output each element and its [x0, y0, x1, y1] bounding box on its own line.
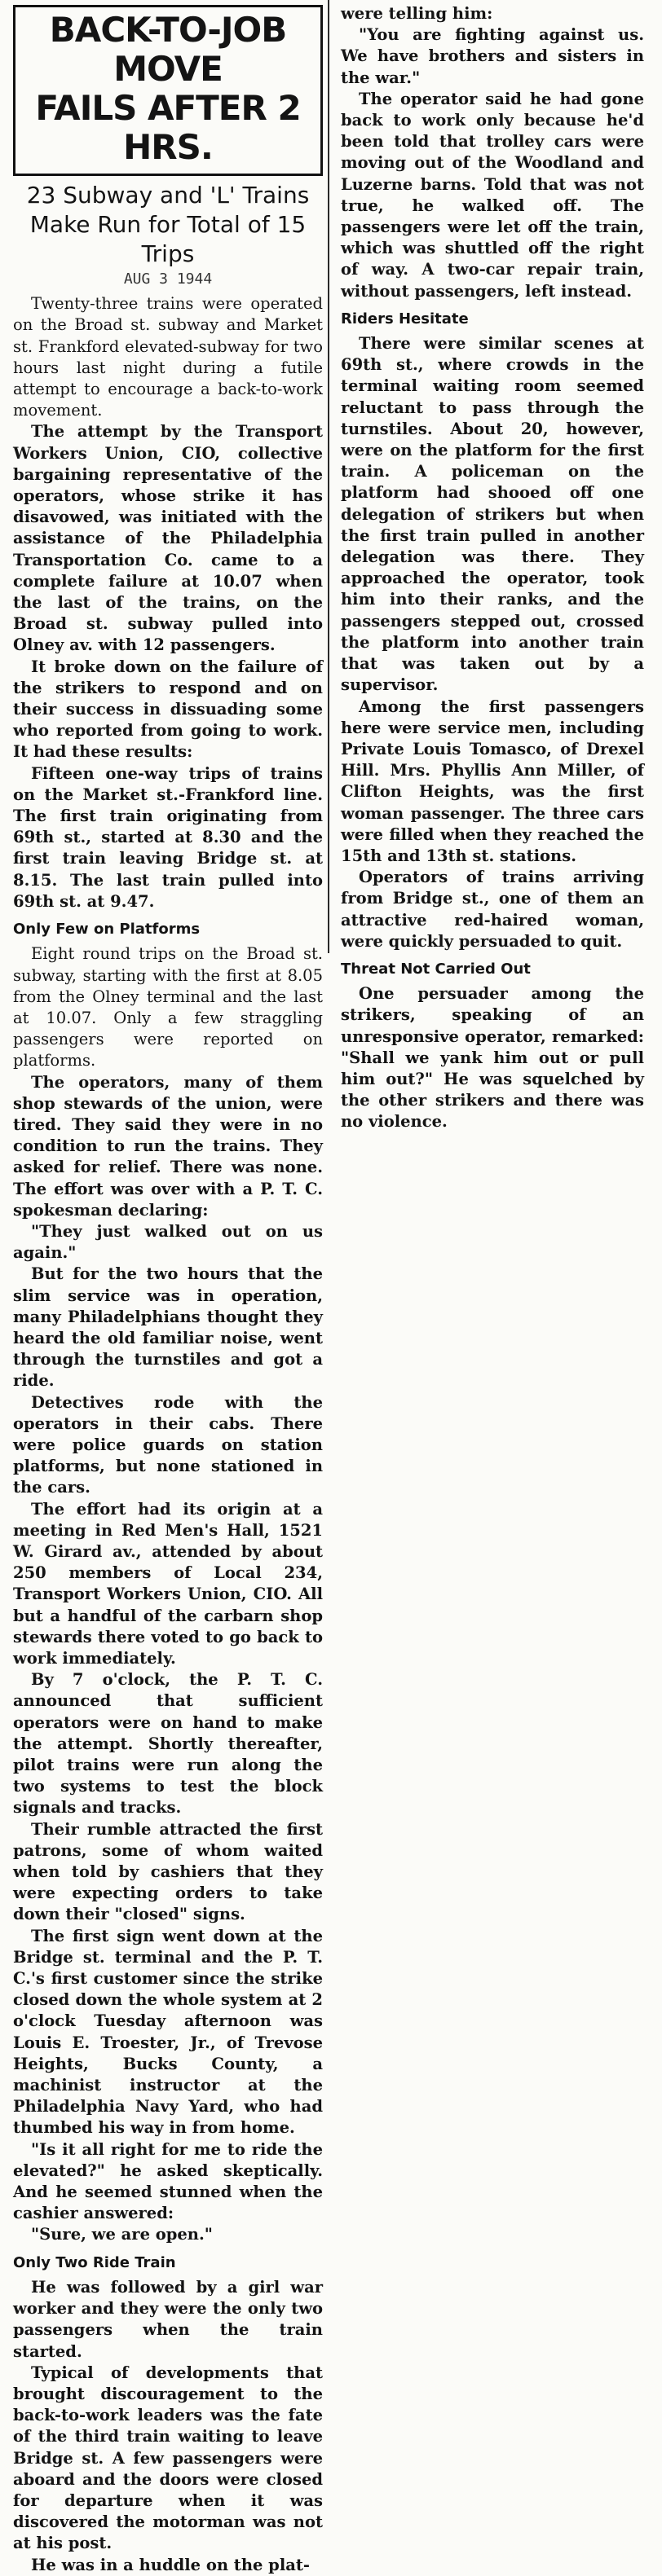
paragraph: It broke down on the failure of the strikers to respond and on their success in dissuading some who reported from going to work. It had these results:: [13, 657, 323, 762]
paragraph: "They just walked out on us again.": [13, 1221, 323, 1263]
paragraph: "Sure, we are open.": [31, 2225, 213, 2244]
left-column: [8, 0, 328, 2574]
paragraph: Operators of trains arriving from Bridge st., one of them an attractive red-haired woman, were quickly persuaded to quit.: [341, 868, 644, 951]
right-column: [328, 0, 651, 1132]
paragraph: By 7 o'clock, the P. T. C. announced that sufficient operators were on hand to make the attempt. Shortly thereafter, pilot trains were run along the two systems to test the block signals and tracks.: [13, 1670, 323, 1818]
paragraph: Among the first passengers here were service men, including Private Louis Tomasco, of Drexel Hill. Mrs. Phyllis Ann Miller, of Clifton Heights, was the first woman passenger. The three cars were filled when they reached the 15th and 13th st. stations.: [341, 697, 644, 865]
paragraph: were telling him:: [341, 4, 493, 23]
paragraph: He was followed by a girl war worker and they were the only two passengers when the train started.: [13, 2277, 323, 2361]
deck: 23 Subway and 'L' Trains Make Run for Total of 15 Trips: [26, 182, 310, 267]
paragraph: Typical of developments that brought discouragement to the back-to-work leaders was the fate of the third train waiting to leave Bridge st. A few passengers were aboard and the doors were closed for departure when it was discovered the motorman was not at his post.: [13, 2363, 323, 2553]
subhead: Only Few on Platforms: [13, 921, 201, 939]
subhead: Threat Not Carried Out: [341, 960, 531, 978]
subhead: Riders Hesitate: [341, 310, 469, 327]
paragraph: Twenty-three trains were operated on the Broad st. subway and Market st. Frankford elevated-subway for two hours last night during a futile attempt to encourage a back-to-work movement.: [13, 294, 323, 420]
paragraph: The effort had its origin at a meeting in Red Men's Hall, 1521 W. Girard av., attended by about 250 members of Local 234, Transport Workers Union, CIO. All but a handful of the carbarn shop stewards there voted to go back to work immediately.: [13, 1499, 323, 1668]
paragraph: The attempt by the Transport Workers Union, CIO, collective bargaining representative of the operators, whose strike it has disavowed, was initiated with the assistance of the Philadelphia Transportation Co. came to a complete failure at 10.07 when the last of the trains, on the Broad st. subway pulled into Olney av. with 12 passengers.: [13, 422, 323, 655]
headline-line-1: BACK-TO-JOB MOVE: [49, 10, 287, 89]
paragraph: "Is it all right for me to ride the elevated?" he asked skeptically. And he seemed stunned when the cashier answered:: [13, 2139, 323, 2223]
paragraph: Eight round trips on the Broad st. subway, starting with the first at 8.05 from the Olney terminal and the last at 10.07. Only a few straggling passengers were reported on platforms.: [13, 944, 323, 1070]
headline-box: [13, 5, 323, 176]
paragraph: "You are fighting against us. We have brothers and sisters in the war.": [341, 25, 644, 87]
headline-line-2: FAILS AFTER 2 HRS.: [35, 88, 301, 167]
paragraph: He was in a huddle on the plat-: [31, 2555, 310, 2574]
paragraph: One persuader among the strikers, speaking of an unresponsive operator, remarked: "Shall we yank him out or pull him out?" He was squelched by the other strikers and there was no violence.: [341, 984, 644, 1132]
paragraph: Fifteen one-way trips of trains on the Market st.-Frankford line. The first train originating from 69th st., started at 8.30 and the first train leaving Bridge st. at 8.15. The last train pulled into 69th st. at 9.47.: [13, 763, 323, 911]
paragraph: Detectives rode with the operators in their cabs. There were police guards on station platforms, but none stationed in the cars.: [13, 1392, 323, 1497]
paragraph: The operator said he had gone back to work only because he'd been told that trolley cars were moving out of the Woodland and Luzerne barns. Told that was not true, he walked off. The passengers were let off the train, which was shuttled off the right of way. A two-car repair train, without passengers, left instead.: [341, 89, 644, 301]
paragraph: The first sign went down at the Bridge st. terminal and the P. T. C.'s first customer since the strike closed down the whole system at 2 o'clock Tuesday afternoon was Louis E. Troester, Jr., of Trevose Heights, Bucks County, a machinist instructor at the Philadelphia Navy Yard, who had thumbed his way in from home.: [13, 1926, 323, 2138]
paragraph: The operators, many of them shop stewards of the union, were tired. They said they were in no condition to run the trains. They asked for relief. There was none. The effort was over with a P. T. C. spokesman declaring:: [13, 1072, 323, 1220]
paragraph: Their rumble attracted the first patrons, some of whom waited when told by cashiers that they were expecting orders to take down their "closed" signs.: [13, 1819, 323, 1924]
subhead: Only Two Ride Train: [13, 2253, 176, 2271]
date-stamp: AUG 3 1944: [123, 270, 213, 288]
paragraph: But for the two hours that the slim service was in operation, many Philadelphians thought they heard the old familiar noise, went through the turnstiles and got a ride.: [13, 1264, 323, 1391]
paragraph: There were similar scenes at 69th st., where crowds in the terminal waiting room seemed reluctant to pass through the turnstiles. About 20, however, were on the platform for the first train. A policeman on the platform had shooed off one delegation of strikers but when the first train pulled in another delegation was there. They approached the operator, took him into their ranks, and the passengers stepped out, crossed the platform into another train that was taken out by a supervisor.: [341, 334, 644, 695]
